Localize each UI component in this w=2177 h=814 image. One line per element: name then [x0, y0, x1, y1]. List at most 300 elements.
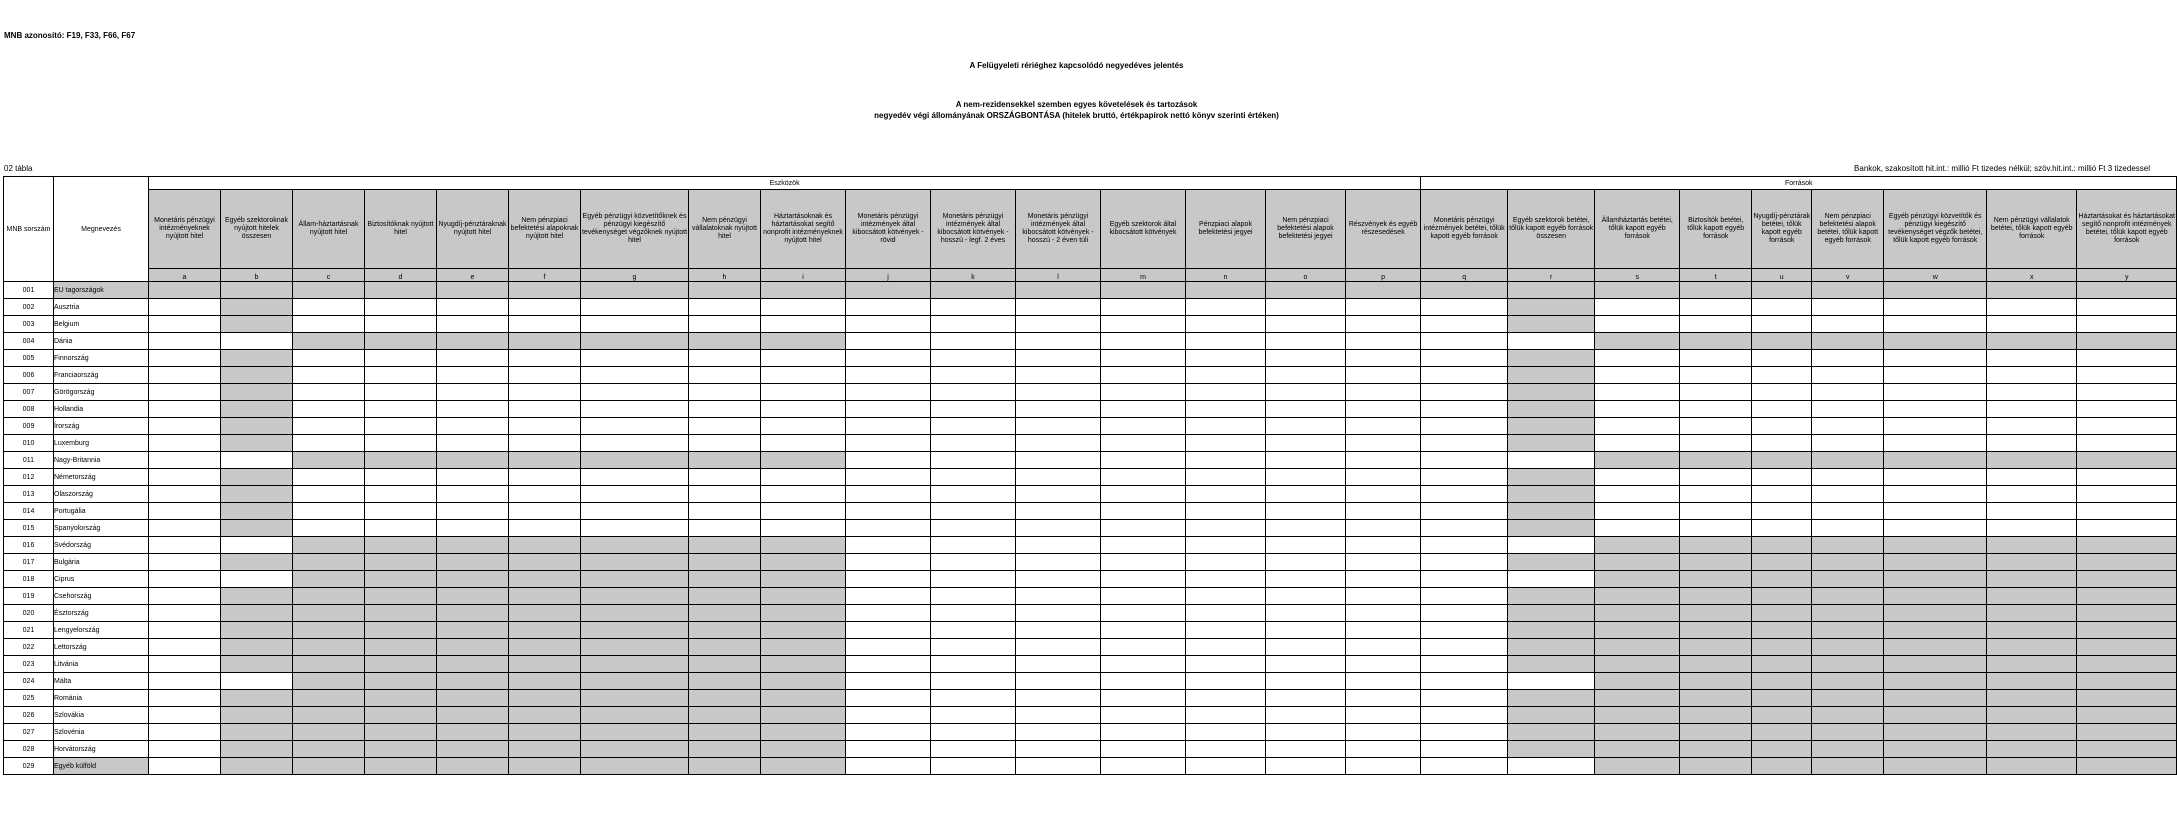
- data-cell-v[interactable]: [1812, 350, 1884, 367]
- data-cell-m[interactable]: [1101, 418, 1186, 435]
- data-cell-j[interactable]: [846, 469, 931, 486]
- data-cell-v[interactable]: [1812, 469, 1884, 486]
- data-cell-n[interactable]: [1186, 758, 1266, 775]
- data-cell-p[interactable]: [1346, 690, 1421, 707]
- data-cell-l[interactable]: [1016, 401, 1101, 418]
- data-cell-n[interactable]: [1186, 418, 1266, 435]
- data-cell-d[interactable]: [365, 384, 437, 401]
- data-cell-l[interactable]: [1016, 724, 1101, 741]
- data-cell-m[interactable]: [1101, 588, 1186, 605]
- data-cell-o[interactable]: [1266, 588, 1346, 605]
- data-cell-t[interactable]: [1680, 401, 1752, 418]
- data-cell-s[interactable]: [1595, 384, 1680, 401]
- data-cell-s[interactable]: [1595, 367, 1680, 384]
- data-cell-j[interactable]: [846, 299, 931, 316]
- data-cell-w[interactable]: [1884, 486, 1987, 503]
- data-cell-m[interactable]: [1101, 571, 1186, 588]
- data-cell-l[interactable]: [1016, 571, 1101, 588]
- data-cell-d[interactable]: [365, 520, 437, 537]
- data-cell-n[interactable]: [1186, 469, 1266, 486]
- data-cell-r[interactable]: [1508, 758, 1595, 775]
- data-cell-a[interactable]: [149, 673, 221, 690]
- data-cell-w[interactable]: [1884, 299, 1987, 316]
- data-cell-f[interactable]: [509, 486, 581, 503]
- data-cell-q[interactable]: [1421, 384, 1508, 401]
- data-cell-a[interactable]: [149, 384, 221, 401]
- data-cell-y[interactable]: [2077, 520, 2177, 537]
- data-cell-f[interactable]: [509, 503, 581, 520]
- data-cell-x[interactable]: [1987, 503, 2077, 520]
- data-cell-a[interactable]: [149, 350, 221, 367]
- data-cell-n[interactable]: [1186, 554, 1266, 571]
- data-cell-j[interactable]: [846, 452, 931, 469]
- data-cell-a[interactable]: [149, 639, 221, 656]
- data-cell-g[interactable]: [581, 469, 689, 486]
- data-cell-y[interactable]: [2077, 384, 2177, 401]
- data-cell-a[interactable]: [149, 435, 221, 452]
- data-cell-p[interactable]: [1346, 299, 1421, 316]
- data-cell-w[interactable]: [1884, 503, 1987, 520]
- data-cell-e[interactable]: [437, 401, 509, 418]
- data-cell-q[interactable]: [1421, 316, 1508, 333]
- data-cell-i[interactable]: [761, 503, 846, 520]
- data-cell-g[interactable]: [581, 316, 689, 333]
- data-cell-q[interactable]: [1421, 452, 1508, 469]
- data-cell-l[interactable]: [1016, 656, 1101, 673]
- data-cell-g[interactable]: [581, 503, 689, 520]
- data-cell-u[interactable]: [1752, 520, 1812, 537]
- data-cell-h[interactable]: [689, 469, 761, 486]
- data-cell-k[interactable]: [931, 588, 1016, 605]
- data-cell-y[interactable]: [2077, 401, 2177, 418]
- data-cell-o[interactable]: [1266, 333, 1346, 350]
- data-cell-o[interactable]: [1266, 435, 1346, 452]
- data-cell-y[interactable]: [2077, 418, 2177, 435]
- data-cell-l[interactable]: [1016, 690, 1101, 707]
- data-cell-t[interactable]: [1680, 520, 1752, 537]
- data-cell-i[interactable]: [761, 350, 846, 367]
- data-cell-t[interactable]: [1680, 367, 1752, 384]
- data-cell-n[interactable]: [1186, 316, 1266, 333]
- data-cell-j[interactable]: [846, 435, 931, 452]
- data-cell-v[interactable]: [1812, 384, 1884, 401]
- data-cell-j[interactable]: [846, 758, 931, 775]
- data-cell-o[interactable]: [1266, 724, 1346, 741]
- data-cell-l[interactable]: [1016, 486, 1101, 503]
- data-cell-m[interactable]: [1101, 316, 1186, 333]
- data-cell-e[interactable]: [437, 503, 509, 520]
- data-cell-p[interactable]: [1346, 520, 1421, 537]
- data-cell-x[interactable]: [1987, 401, 2077, 418]
- data-cell-p[interactable]: [1346, 758, 1421, 775]
- data-cell-k[interactable]: [931, 690, 1016, 707]
- data-cell-d[interactable]: [365, 316, 437, 333]
- data-cell-p[interactable]: [1346, 707, 1421, 724]
- data-cell-g[interactable]: [581, 401, 689, 418]
- data-cell-b[interactable]: [221, 452, 293, 469]
- data-cell-q[interactable]: [1421, 639, 1508, 656]
- data-cell-m[interactable]: [1101, 639, 1186, 656]
- data-cell-u[interactable]: [1752, 503, 1812, 520]
- data-cell-u[interactable]: [1752, 316, 1812, 333]
- data-cell-l[interactable]: [1016, 384, 1101, 401]
- data-cell-h[interactable]: [689, 520, 761, 537]
- data-cell-l[interactable]: [1016, 503, 1101, 520]
- data-cell-w[interactable]: [1884, 469, 1987, 486]
- data-cell-t[interactable]: [1680, 350, 1752, 367]
- data-cell-l[interactable]: [1016, 639, 1101, 656]
- data-cell-k[interactable]: [931, 741, 1016, 758]
- data-cell-c[interactable]: [293, 299, 365, 316]
- data-cell-a[interactable]: [149, 452, 221, 469]
- data-cell-k[interactable]: [931, 639, 1016, 656]
- data-cell-l[interactable]: [1016, 605, 1101, 622]
- data-cell-j[interactable]: [846, 656, 931, 673]
- data-cell-s[interactable]: [1595, 350, 1680, 367]
- data-cell-j[interactable]: [846, 741, 931, 758]
- data-cell-r[interactable]: [1508, 537, 1595, 554]
- data-cell-f[interactable]: [509, 435, 581, 452]
- data-cell-n[interactable]: [1186, 537, 1266, 554]
- data-cell-k[interactable]: [931, 537, 1016, 554]
- data-cell-x[interactable]: [1987, 316, 2077, 333]
- data-cell-x[interactable]: [1987, 367, 2077, 384]
- data-cell-k[interactable]: [931, 673, 1016, 690]
- data-cell-k[interactable]: [931, 622, 1016, 639]
- data-cell-m[interactable]: [1101, 741, 1186, 758]
- data-cell-c[interactable]: [293, 384, 365, 401]
- data-cell-g[interactable]: [581, 384, 689, 401]
- data-cell-q[interactable]: [1421, 554, 1508, 571]
- data-cell-y[interactable]: [2077, 367, 2177, 384]
- data-cell-m[interactable]: [1101, 350, 1186, 367]
- data-cell-s[interactable]: [1595, 316, 1680, 333]
- data-cell-j[interactable]: [846, 605, 931, 622]
- data-cell-v[interactable]: [1812, 435, 1884, 452]
- data-cell-e[interactable]: [437, 486, 509, 503]
- data-cell-k[interactable]: [931, 435, 1016, 452]
- data-cell-s[interactable]: [1595, 418, 1680, 435]
- data-cell-k[interactable]: [931, 367, 1016, 384]
- data-cell-k[interactable]: [931, 384, 1016, 401]
- data-cell-m[interactable]: [1101, 707, 1186, 724]
- data-cell-p[interactable]: [1346, 316, 1421, 333]
- data-cell-q[interactable]: [1421, 656, 1508, 673]
- data-cell-m[interactable]: [1101, 384, 1186, 401]
- data-cell-k[interactable]: [931, 316, 1016, 333]
- data-cell-u[interactable]: [1752, 299, 1812, 316]
- data-cell-s[interactable]: [1595, 486, 1680, 503]
- data-cell-j[interactable]: [846, 367, 931, 384]
- data-cell-a[interactable]: [149, 486, 221, 503]
- data-cell-p[interactable]: [1346, 588, 1421, 605]
- data-cell-q[interactable]: [1421, 418, 1508, 435]
- data-cell-p[interactable]: [1346, 469, 1421, 486]
- data-cell-j[interactable]: [846, 418, 931, 435]
- data-cell-u[interactable]: [1752, 384, 1812, 401]
- data-cell-d[interactable]: [365, 418, 437, 435]
- data-cell-e[interactable]: [437, 435, 509, 452]
- data-cell-t[interactable]: [1680, 435, 1752, 452]
- data-cell-k[interactable]: [931, 520, 1016, 537]
- data-cell-s[interactable]: [1595, 401, 1680, 418]
- data-cell-l[interactable]: [1016, 741, 1101, 758]
- data-cell-y[interactable]: [2077, 469, 2177, 486]
- data-cell-j[interactable]: [846, 690, 931, 707]
- data-cell-q[interactable]: [1421, 350, 1508, 367]
- data-cell-m[interactable]: [1101, 503, 1186, 520]
- data-cell-k[interactable]: [931, 571, 1016, 588]
- data-cell-e[interactable]: [437, 384, 509, 401]
- data-cell-f[interactable]: [509, 367, 581, 384]
- data-cell-a[interactable]: [149, 401, 221, 418]
- data-cell-c[interactable]: [293, 367, 365, 384]
- data-cell-k[interactable]: [931, 452, 1016, 469]
- data-cell-l[interactable]: [1016, 333, 1101, 350]
- data-cell-f[interactable]: [509, 469, 581, 486]
- data-cell-d[interactable]: [365, 401, 437, 418]
- data-cell-l[interactable]: [1016, 435, 1101, 452]
- data-cell-q[interactable]: [1421, 605, 1508, 622]
- data-cell-u[interactable]: [1752, 418, 1812, 435]
- data-cell-m[interactable]: [1101, 622, 1186, 639]
- data-cell-x[interactable]: [1987, 350, 2077, 367]
- data-cell-o[interactable]: [1266, 673, 1346, 690]
- data-cell-n[interactable]: [1186, 486, 1266, 503]
- data-cell-e[interactable]: [437, 469, 509, 486]
- data-cell-n[interactable]: [1186, 707, 1266, 724]
- data-cell-h[interactable]: [689, 350, 761, 367]
- data-cell-x[interactable]: [1987, 384, 2077, 401]
- data-cell-s[interactable]: [1595, 520, 1680, 537]
- data-cell-q[interactable]: [1421, 299, 1508, 316]
- data-cell-m[interactable]: [1101, 673, 1186, 690]
- data-cell-u[interactable]: [1752, 367, 1812, 384]
- data-cell-c[interactable]: [293, 350, 365, 367]
- data-cell-k[interactable]: [931, 605, 1016, 622]
- data-cell-j[interactable]: [846, 673, 931, 690]
- data-cell-f[interactable]: [509, 401, 581, 418]
- data-cell-s[interactable]: [1595, 469, 1680, 486]
- data-cell-m[interactable]: [1101, 469, 1186, 486]
- data-cell-q[interactable]: [1421, 367, 1508, 384]
- data-cell-h[interactable]: [689, 299, 761, 316]
- data-cell-e[interactable]: [437, 350, 509, 367]
- data-cell-k[interactable]: [931, 503, 1016, 520]
- data-cell-o[interactable]: [1266, 520, 1346, 537]
- data-cell-o[interactable]: [1266, 571, 1346, 588]
- data-cell-o[interactable]: [1266, 469, 1346, 486]
- data-cell-w[interactable]: [1884, 350, 1987, 367]
- data-cell-o[interactable]: [1266, 452, 1346, 469]
- data-cell-p[interactable]: [1346, 367, 1421, 384]
- data-cell-e[interactable]: [437, 520, 509, 537]
- data-cell-p[interactable]: [1346, 571, 1421, 588]
- data-cell-u[interactable]: [1752, 350, 1812, 367]
- data-cell-p[interactable]: [1346, 486, 1421, 503]
- data-cell-m[interactable]: [1101, 758, 1186, 775]
- data-cell-p[interactable]: [1346, 350, 1421, 367]
- data-cell-t[interactable]: [1680, 384, 1752, 401]
- data-cell-k[interactable]: [931, 486, 1016, 503]
- data-cell-t[interactable]: [1680, 503, 1752, 520]
- data-cell-f[interactable]: [509, 350, 581, 367]
- data-cell-q[interactable]: [1421, 333, 1508, 350]
- data-cell-d[interactable]: [365, 299, 437, 316]
- data-cell-r[interactable]: [1508, 673, 1595, 690]
- data-cell-v[interactable]: [1812, 299, 1884, 316]
- data-cell-o[interactable]: [1266, 418, 1346, 435]
- data-cell-o[interactable]: [1266, 486, 1346, 503]
- data-cell-m[interactable]: [1101, 367, 1186, 384]
- data-cell-o[interactable]: [1266, 554, 1346, 571]
- data-cell-a[interactable]: [149, 622, 221, 639]
- data-cell-d[interactable]: [365, 367, 437, 384]
- data-cell-e[interactable]: [437, 299, 509, 316]
- data-cell-o[interactable]: [1266, 707, 1346, 724]
- data-cell-t[interactable]: [1680, 316, 1752, 333]
- data-cell-a[interactable]: [149, 571, 221, 588]
- data-cell-i[interactable]: [761, 486, 846, 503]
- data-cell-p[interactable]: [1346, 656, 1421, 673]
- data-cell-a[interactable]: [149, 537, 221, 554]
- data-cell-n[interactable]: [1186, 605, 1266, 622]
- data-cell-d[interactable]: [365, 435, 437, 452]
- data-cell-a[interactable]: [149, 520, 221, 537]
- data-cell-r[interactable]: [1508, 452, 1595, 469]
- data-cell-n[interactable]: [1186, 384, 1266, 401]
- data-cell-q[interactable]: [1421, 537, 1508, 554]
- data-cell-m[interactable]: [1101, 656, 1186, 673]
- data-cell-t[interactable]: [1680, 299, 1752, 316]
- data-cell-l[interactable]: [1016, 554, 1101, 571]
- data-cell-i[interactable]: [761, 299, 846, 316]
- data-cell-a[interactable]: [149, 656, 221, 673]
- data-cell-y[interactable]: [2077, 435, 2177, 452]
- data-cell-j[interactable]: [846, 333, 931, 350]
- data-cell-t[interactable]: [1680, 418, 1752, 435]
- data-cell-a[interactable]: [149, 554, 221, 571]
- data-cell-p[interactable]: [1346, 435, 1421, 452]
- data-cell-v[interactable]: [1812, 486, 1884, 503]
- data-cell-n[interactable]: [1186, 639, 1266, 656]
- data-cell-f[interactable]: [509, 418, 581, 435]
- data-cell-l[interactable]: [1016, 520, 1101, 537]
- data-cell-x[interactable]: [1987, 520, 2077, 537]
- data-cell-j[interactable]: [846, 316, 931, 333]
- data-cell-c[interactable]: [293, 435, 365, 452]
- data-cell-q[interactable]: [1421, 486, 1508, 503]
- data-cell-l[interactable]: [1016, 316, 1101, 333]
- data-cell-n[interactable]: [1186, 622, 1266, 639]
- data-cell-h[interactable]: [689, 486, 761, 503]
- data-cell-c[interactable]: [293, 418, 365, 435]
- data-cell-w[interactable]: [1884, 401, 1987, 418]
- data-cell-o[interactable]: [1266, 537, 1346, 554]
- data-cell-o[interactable]: [1266, 401, 1346, 418]
- data-cell-a[interactable]: [149, 469, 221, 486]
- data-cell-n[interactable]: [1186, 401, 1266, 418]
- data-cell-i[interactable]: [761, 367, 846, 384]
- data-cell-f[interactable]: [509, 299, 581, 316]
- data-cell-l[interactable]: [1016, 418, 1101, 435]
- data-cell-j[interactable]: [846, 724, 931, 741]
- data-cell-a[interactable]: [149, 503, 221, 520]
- data-cell-x[interactable]: [1987, 435, 2077, 452]
- data-cell-n[interactable]: [1186, 690, 1266, 707]
- data-cell-n[interactable]: [1186, 350, 1266, 367]
- data-cell-f[interactable]: [509, 384, 581, 401]
- data-cell-n[interactable]: [1186, 299, 1266, 316]
- data-cell-d[interactable]: [365, 486, 437, 503]
- data-cell-w[interactable]: [1884, 367, 1987, 384]
- data-cell-m[interactable]: [1101, 486, 1186, 503]
- data-cell-m[interactable]: [1101, 554, 1186, 571]
- data-cell-l[interactable]: [1016, 367, 1101, 384]
- data-cell-k[interactable]: [931, 707, 1016, 724]
- data-cell-t[interactable]: [1680, 469, 1752, 486]
- data-cell-w[interactable]: [1884, 520, 1987, 537]
- data-cell-g[interactable]: [581, 350, 689, 367]
- data-cell-v[interactable]: [1812, 503, 1884, 520]
- data-cell-n[interactable]: [1186, 656, 1266, 673]
- data-cell-l[interactable]: [1016, 452, 1101, 469]
- data-cell-o[interactable]: [1266, 299, 1346, 316]
- data-cell-i[interactable]: [761, 316, 846, 333]
- data-cell-o[interactable]: [1266, 758, 1346, 775]
- data-cell-o[interactable]: [1266, 690, 1346, 707]
- data-cell-x[interactable]: [1987, 486, 2077, 503]
- data-cell-q[interactable]: [1421, 503, 1508, 520]
- data-cell-q[interactable]: [1421, 758, 1508, 775]
- data-cell-d[interactable]: [365, 350, 437, 367]
- data-cell-j[interactable]: [846, 520, 931, 537]
- data-cell-q[interactable]: [1421, 520, 1508, 537]
- data-cell-i[interactable]: [761, 520, 846, 537]
- data-cell-v[interactable]: [1812, 520, 1884, 537]
- data-cell-h[interactable]: [689, 316, 761, 333]
- data-cell-l[interactable]: [1016, 350, 1101, 367]
- data-cell-m[interactable]: [1101, 520, 1186, 537]
- data-cell-q[interactable]: [1421, 673, 1508, 690]
- data-cell-l[interactable]: [1016, 537, 1101, 554]
- data-cell-d[interactable]: [365, 469, 437, 486]
- data-cell-g[interactable]: [581, 418, 689, 435]
- data-cell-j[interactable]: [846, 554, 931, 571]
- data-cell-c[interactable]: [293, 503, 365, 520]
- data-cell-a[interactable]: [149, 690, 221, 707]
- data-cell-q[interactable]: [1421, 690, 1508, 707]
- data-cell-k[interactable]: [931, 469, 1016, 486]
- data-cell-q[interactable]: [1421, 435, 1508, 452]
- data-cell-n[interactable]: [1186, 741, 1266, 758]
- data-cell-y[interactable]: [2077, 486, 2177, 503]
- data-cell-k[interactable]: [931, 350, 1016, 367]
- data-cell-v[interactable]: [1812, 401, 1884, 418]
- data-cell-k[interactable]: [931, 656, 1016, 673]
- data-cell-f[interactable]: [509, 316, 581, 333]
- data-cell-j[interactable]: [846, 486, 931, 503]
- data-cell-w[interactable]: [1884, 418, 1987, 435]
- data-cell-j[interactable]: [846, 707, 931, 724]
- data-cell-m[interactable]: [1101, 333, 1186, 350]
- data-cell-q[interactable]: [1421, 707, 1508, 724]
- data-cell-t[interactable]: [1680, 486, 1752, 503]
- data-cell-b[interactable]: [221, 333, 293, 350]
- data-cell-v[interactable]: [1812, 418, 1884, 435]
- data-cell-o[interactable]: [1266, 384, 1346, 401]
- data-cell-h[interactable]: [689, 435, 761, 452]
